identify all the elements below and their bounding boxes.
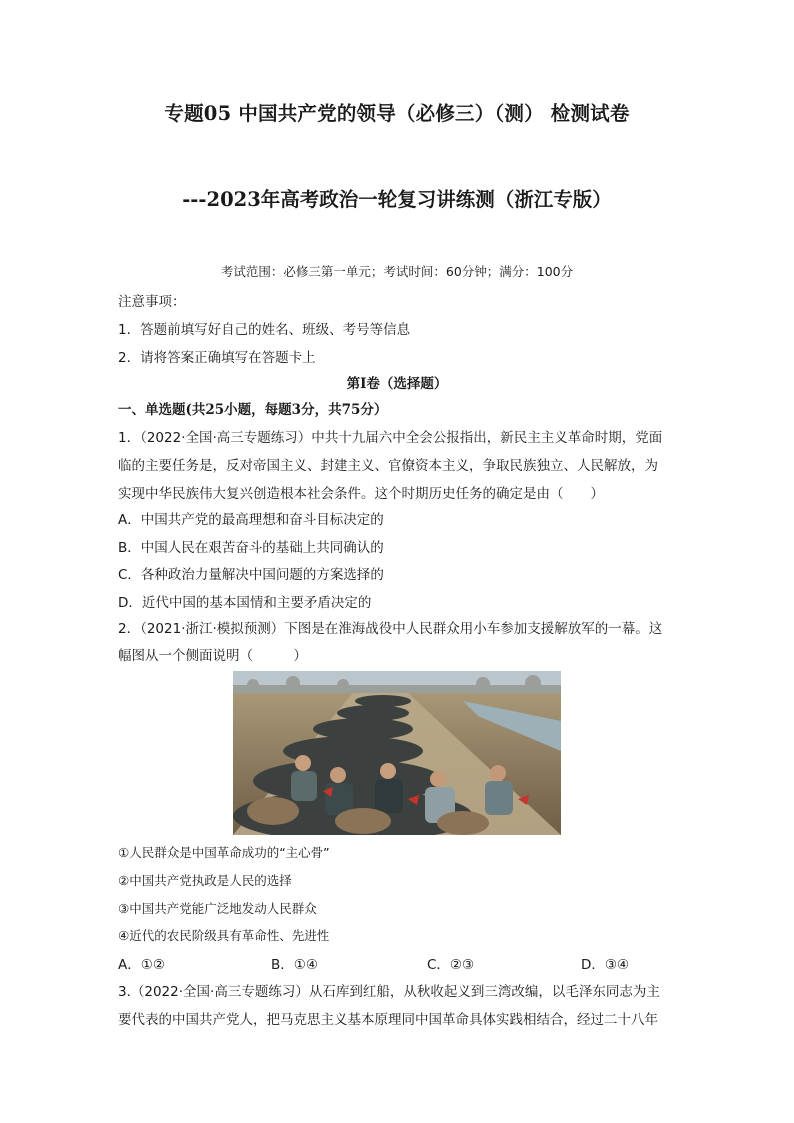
question-2-option-a: A．①② [118,957,165,973]
statement-3: ③中国共产党能广泛地发动人民群众 [118,901,317,916]
question-1-option-b: B．中国人民在艰苦奋斗的基础上共同确认的 [118,540,384,556]
question-1-line: 临的主要任务是，反对帝国主义、封建主义、官僚资本主义，争取民族独立、人民解放，为 [118,458,658,474]
notes-heading: 注意事项： [118,294,186,310]
question-2-option-d: D．③④ [581,957,630,973]
question-1-option-d: D．近代中国的基本国情和主要矛盾决定的 [118,595,372,611]
question-3-line: 3.（2022·全国·高三专题练习）从石库到红船，从秋收起义到三湾改编，以毛泽东同志为主 [118,984,660,1000]
photo-illustration [233,671,561,835]
statement-4: ④近代的农民阶级具有革命性、先进性 [118,928,330,943]
question-1-line: 实现中华民族伟大复兴创造根本社会条件。这个时期历史任务的确定是由（ ） [118,486,604,502]
exam-info: 考试范围：必修三第一单元；考试时间：60分钟；满分：100分 [220,264,574,279]
question-2-option-b: B．①④ [271,957,318,973]
question-1-option-a: A．中国共产党的最高理想和奋斗目标决定的 [118,512,384,528]
question-2-option-c: C．②③ [427,957,475,973]
statement-2: ②中国共产党执政是人民的选择 [118,873,292,888]
document-subtitle: ---2023年高考政治一轮复习讲练测（浙江专版） [182,188,612,211]
notes-item: 1．答题前填写好自己的姓名、班级、考号等信息 [118,322,411,338]
question-1-option-c: C．各种政治力量解决中国问题的方案选择的 [118,567,384,583]
statement-1: ①人民群众是中国革命成功的“主心骨” [118,845,330,860]
question-2-line: 2．（2021·浙江·模拟预测）下图是在淮海战役中人民群众用小车参加支援解放军的一幕。这 [118,621,663,637]
part-title: 一、单选题(共25小题，每题3分，共75分） [118,402,388,418]
question-2-line: 幅图从一个侧面说明（ ） [118,648,307,664]
notes-item: 2．请将答案正确填写在答题卡上 [118,350,316,366]
huaihai-campaign-photo [233,671,561,835]
document-title: 专题05 中国共产党的领导（必修三）（测） 检测试卷 [164,102,630,125]
question-3-line: 要代表的中国共产党人，把马克思主义基本原理同中国革命具体实践相结合，经过二十八年 [118,1012,658,1028]
question-1-line: 1．（2022·全国·高三专题练习）中共十九届六中全会公报指出，新民主主义革命时期，党面 [118,430,663,446]
section-title: 第I卷（选择题） [346,376,448,392]
